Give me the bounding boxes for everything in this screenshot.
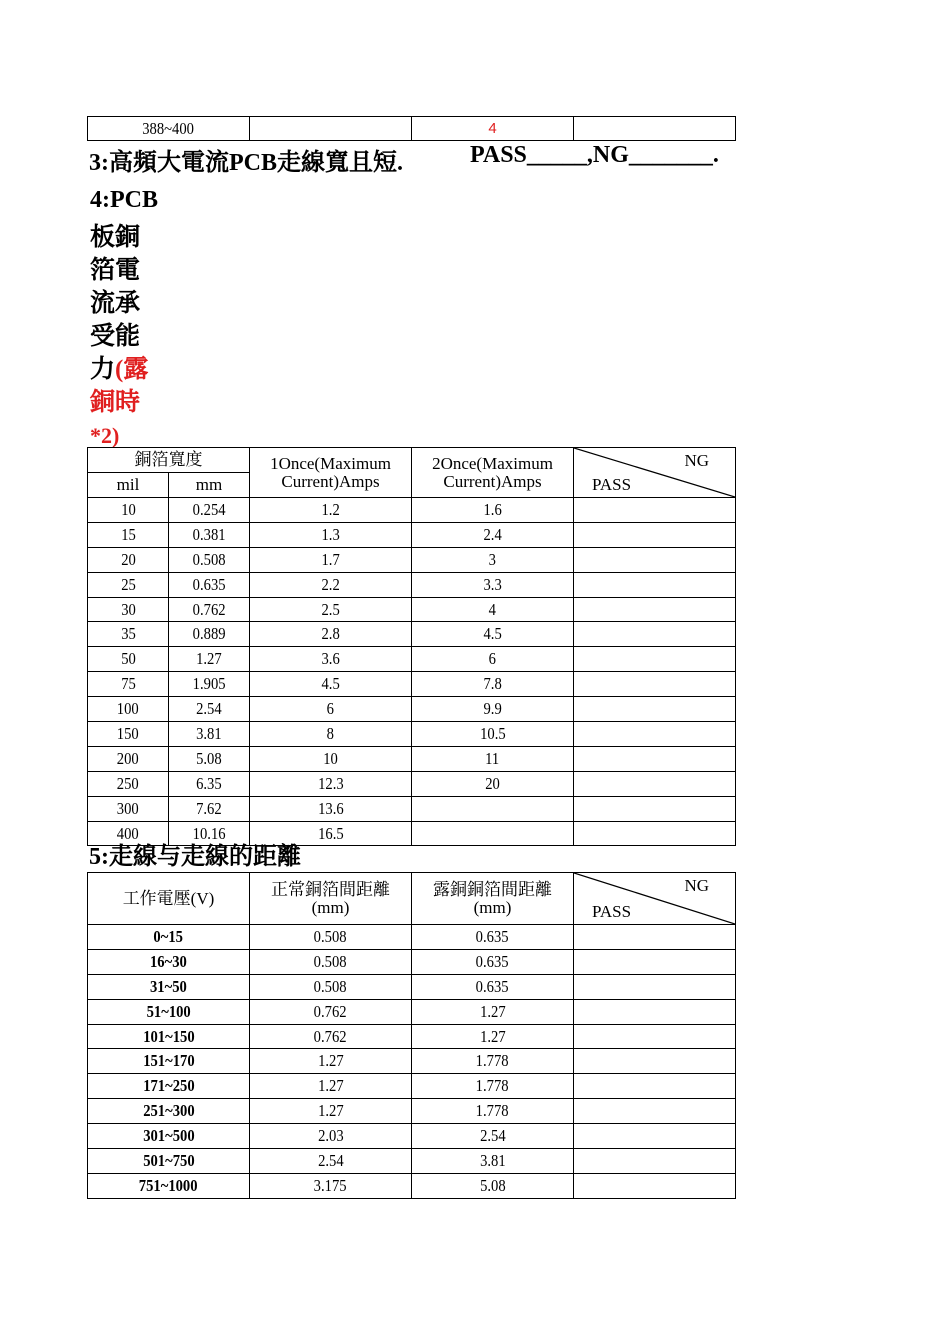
empty-cell <box>250 117 412 141</box>
section-4-text <box>90 221 148 452</box>
pass-ng-cell[interactable] <box>574 697 736 722</box>
one-once-cell: 6 <box>250 697 412 722</box>
one-once-cell: 3.6 <box>250 647 412 672</box>
exposed-spacing-cell: 0.635 <box>412 974 574 999</box>
pass-ng-cell[interactable] <box>574 1173 736 1198</box>
section-4-line: 力(露 <box>90 356 149 383</box>
one-once-cell: 2.2 <box>250 572 412 597</box>
pass-ng-cell[interactable] <box>574 647 736 672</box>
two-once-cell: 10.5 <box>412 722 574 747</box>
one-once-cell: 8 <box>250 722 412 747</box>
normal-spacing-header: 正常銅箔間距離 (mm) <box>250 873 412 925</box>
table-row <box>88 1124 736 1149</box>
table-row <box>88 974 736 999</box>
table-row <box>88 1173 736 1198</box>
normal-spacing-cell: 1.27 <box>250 1049 412 1074</box>
mil-cell: 200 <box>88 746 169 771</box>
table-row <box>88 1149 736 1174</box>
two-once-header: 2Once(Maximum Current)Amps <box>412 448 574 498</box>
normal-spacing-cell: 1.27 <box>250 1074 412 1099</box>
one-once-header: 1Once(Maximum Current)Amps <box>250 448 412 498</box>
pass-ng-cell[interactable] <box>574 722 736 747</box>
pass-ng-cell[interactable] <box>574 1124 736 1149</box>
voltage-cell: 0~15 <box>88 925 250 950</box>
one-once-cell: 1.7 <box>250 547 412 572</box>
one-once-cell: 12.3 <box>250 771 412 796</box>
two-once-cell <box>412 796 574 821</box>
one-once-cell: 2.5 <box>250 597 412 622</box>
normal-spacing-cell: 2.03 <box>250 1124 412 1149</box>
table-row <box>88 771 736 796</box>
mm-cell: 1.27 <box>169 647 250 672</box>
mil-cell: 250 <box>88 771 169 796</box>
mm-cell: 5.08 <box>169 746 250 771</box>
mil-cell: 30 <box>88 597 169 622</box>
normal-spacing-cell: 3.175 <box>250 1173 412 1198</box>
exposed-spacing-cell: 1.778 <box>412 1049 574 1074</box>
mil-cell: 300 <box>88 796 169 821</box>
mm-cell: 0.381 <box>169 522 250 547</box>
pass-label: PASS <box>592 902 632 922</box>
voltage-cell: 501~750 <box>88 1149 250 1174</box>
two-once-cell: 3 <box>412 547 574 572</box>
section-3-title: 3:高頻大電流PCB走線寬且短. <box>89 150 403 176</box>
table-row <box>88 1049 736 1074</box>
two-once-cell: 3.3 <box>412 572 574 597</box>
table-row <box>88 796 736 821</box>
mil-cell: 20 <box>88 547 169 572</box>
two-once-cell: 7.8 <box>412 672 574 697</box>
section-4-line: 板銅 <box>90 224 141 251</box>
normal-spacing-cell: 0.762 <box>250 1024 412 1049</box>
pass-ng-cell[interactable] <box>574 622 736 647</box>
two-once-cell: 11 <box>412 746 574 771</box>
pass-ng-cell[interactable] <box>574 821 736 846</box>
pass-ng-cell[interactable] <box>574 1049 736 1074</box>
mm-cell: 3.81 <box>169 722 250 747</box>
pass-ng-cell[interactable] <box>574 1074 736 1099</box>
table-row <box>88 647 736 672</box>
pass-ng-cell[interactable] <box>574 796 736 821</box>
section-4-line: 箔電 <box>90 257 141 284</box>
pass-ng-cell[interactable] <box>574 522 736 547</box>
mm-cell: 0.254 <box>169 498 250 523</box>
pass-ng-cell[interactable] <box>574 974 736 999</box>
one-once-cell: 16.5 <box>250 821 412 846</box>
trace-spacing-table <box>87 872 736 1199</box>
ng-label: NG <box>684 876 709 895</box>
range-cell: 388~400 <box>88 117 250 141</box>
table-row <box>88 622 736 647</box>
table-row <box>88 1074 736 1099</box>
pass-ng-cell[interactable] <box>574 1149 736 1174</box>
table-row <box>88 522 736 547</box>
exposed-spacing-cell: 1.778 <box>412 1074 574 1099</box>
copper-width-header: 銅箔寬度 <box>88 448 250 473</box>
mil-header: mil <box>88 473 169 498</box>
section-4-line: 銅時 <box>90 389 141 416</box>
value-cell: 4 <box>412 117 574 141</box>
table-row <box>88 821 736 846</box>
normal-spacing-cell: 0.508 <box>250 925 412 950</box>
mil-cell: 75 <box>88 672 169 697</box>
mm-cell: 0.762 <box>169 597 250 622</box>
mil-cell: 10 <box>88 498 169 523</box>
section-4-line: *2) <box>90 423 120 448</box>
mm-header: mm <box>169 473 250 498</box>
mil-cell: 100 <box>88 697 169 722</box>
pass-ng-cell[interactable] <box>574 999 736 1024</box>
voltage-cell: 751~1000 <box>88 1173 250 1198</box>
table-row <box>88 672 736 697</box>
pass-label: PASS <box>592 475 632 495</box>
two-once-cell: 2.4 <box>412 522 574 547</box>
voltage-cell: 16~30 <box>88 949 250 974</box>
table-row <box>88 925 736 950</box>
exposed-spacing-cell: 0.635 <box>412 925 574 950</box>
normal-spacing-cell: 0.508 <box>250 974 412 999</box>
table-row <box>88 1024 736 1049</box>
mil-cell: 50 <box>88 647 169 672</box>
two-once-cell: 1.6 <box>412 498 574 523</box>
table-row <box>88 498 736 523</box>
voltage-cell: 101~150 <box>88 1024 250 1049</box>
empty-cell <box>574 117 736 141</box>
one-once-cell: 2.8 <box>250 622 412 647</box>
mm-cell: 7.62 <box>169 796 250 821</box>
section-4-line: 受能 <box>90 323 141 350</box>
two-once-cell: 6 <box>412 647 574 672</box>
normal-spacing-cell: 0.508 <box>250 949 412 974</box>
current-capacity-table <box>87 447 736 846</box>
voltage-cell: 171~250 <box>88 1074 250 1099</box>
section-4-line: 流承 <box>90 290 141 317</box>
exposed-spacing-cell: 1.27 <box>412 999 574 1024</box>
pass-ng-cell[interactable] <box>574 572 736 597</box>
pass-ng-cell[interactable] <box>574 547 736 572</box>
section-3-pass-ng: PASS_____,NG_______. <box>470 142 719 168</box>
mm-cell: 0.508 <box>169 547 250 572</box>
exposed-spacing-cell: 5.08 <box>412 1173 574 1198</box>
exposed-spacing-cell: 1.27 <box>412 1024 574 1049</box>
mm-cell: 2.54 <box>169 697 250 722</box>
pass-ng-cell[interactable] <box>574 1024 736 1049</box>
ng-pass-header <box>574 873 736 925</box>
ng-pass-header <box>574 448 736 498</box>
table-row <box>88 1099 736 1124</box>
one-once-cell: 10 <box>250 746 412 771</box>
table-row <box>88 999 736 1024</box>
table-row <box>88 949 736 974</box>
top-row-table <box>87 116 736 141</box>
table-row <box>88 572 736 597</box>
mil-cell: 35 <box>88 622 169 647</box>
two-once-cell: 4 <box>412 597 574 622</box>
mm-cell: 10.16 <box>169 821 250 846</box>
pass-ng-cell[interactable] <box>574 771 736 796</box>
two-once-cell: 20 <box>412 771 574 796</box>
section-4-heading: 4:PCB <box>90 190 158 212</box>
exposed-spacing-header: 露銅銅箔間距離 (mm) <box>412 873 574 925</box>
two-once-cell: 9.9 <box>412 697 574 722</box>
pass-ng-cell[interactable] <box>574 1099 736 1124</box>
table-row <box>88 547 736 572</box>
table-row <box>88 597 736 622</box>
two-once-cell <box>412 821 574 846</box>
normal-spacing-cell: 1.27 <box>250 1099 412 1124</box>
voltage-cell: 31~50 <box>88 974 250 999</box>
mm-cell: 0.635 <box>169 572 250 597</box>
table-row <box>88 746 736 771</box>
pass-ng-cell[interactable] <box>574 746 736 771</box>
pass-ng-cell[interactable] <box>574 498 736 523</box>
mm-cell: 6.35 <box>169 771 250 796</box>
voltage-cell: 51~100 <box>88 999 250 1024</box>
one-once-cell: 1.3 <box>250 522 412 547</box>
table-row <box>88 697 736 722</box>
normal-spacing-cell: 2.54 <box>250 1149 412 1174</box>
two-once-cell: 4.5 <box>412 622 574 647</box>
normal-spacing-cell: 0.762 <box>250 999 412 1024</box>
exposed-spacing-cell: 1.778 <box>412 1099 574 1124</box>
ng-label: NG <box>684 451 709 470</box>
voltage-cell: 251~300 <box>88 1099 250 1124</box>
one-once-cell: 4.5 <box>250 672 412 697</box>
mil-cell: 400 <box>88 821 169 846</box>
mm-cell: 1.905 <box>169 672 250 697</box>
pass-ng-cell[interactable] <box>574 672 736 697</box>
mil-cell: 25 <box>88 572 169 597</box>
voltage-cell: 151~170 <box>88 1049 250 1074</box>
mm-cell: 0.889 <box>169 622 250 647</box>
table-row <box>88 722 736 747</box>
one-once-cell: 1.2 <box>250 498 412 523</box>
section-5-title: 5:走線与走線的距離 <box>89 844 301 870</box>
pass-ng-cell[interactable] <box>574 949 736 974</box>
exposed-spacing-cell: 2.54 <box>412 1124 574 1149</box>
exposed-spacing-cell: 0.635 <box>412 949 574 974</box>
pass-ng-cell[interactable] <box>574 597 736 622</box>
exposed-spacing-cell: 3.81 <box>412 1149 574 1174</box>
one-once-cell: 13.6 <box>250 796 412 821</box>
pass-ng-cell[interactable] <box>574 925 736 950</box>
mil-cell: 15 <box>88 522 169 547</box>
voltage-cell: 301~500 <box>88 1124 250 1149</box>
voltage-header: 工作電壓(V) <box>88 873 250 925</box>
mil-cell: 150 <box>88 722 169 747</box>
